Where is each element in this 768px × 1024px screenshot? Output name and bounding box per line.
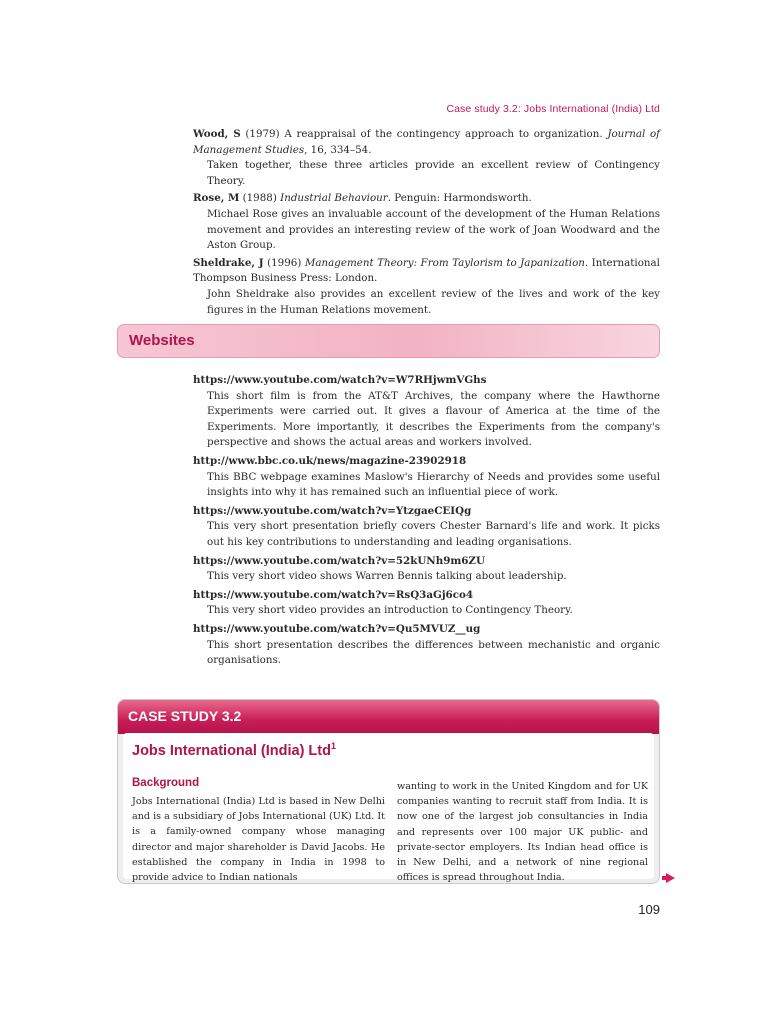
reference-note: John Sheldrake also provides an excellent review of the lives and work of the key figures in the Human Relations movement. xyxy=(207,287,660,316)
website-item xyxy=(193,622,660,669)
case-study-box xyxy=(117,699,660,884)
reference-item xyxy=(193,127,660,189)
website-item xyxy=(193,373,660,451)
website-description: This very short presentation briefly covers Chester Barnard's life and work. It picks out his key contributions to understanding and leading organisations. xyxy=(207,520,660,548)
running-head: Case study 3.2: Jobs International (India) Ltd xyxy=(446,103,660,115)
background-heading: Background xyxy=(132,777,200,789)
reference-year: (1979) xyxy=(240,128,285,140)
reference-year: (1988) xyxy=(239,192,281,205)
website-url[interactable]: https://www.youtube.com/watch?v=W7RHjwmVGhs xyxy=(193,374,487,386)
website-description: This very short video shows Warren Bennis talking about leadership. xyxy=(207,570,567,583)
case-study-column-right: wanting to work in the United Kingdom and for UK companies wanting to recruit staff from India. It is now one of the largest job consultancies in India and represents over 100 major UK public- and private-sector employers. Its Indian head office is in New Delhi, and a network of nine regional offices is spread throughout India. xyxy=(397,781,648,884)
reference-note: Taken together, these three articles provide an excellent review of Contingency Theory. xyxy=(207,159,660,187)
website-url[interactable]: https://www.youtube.com/watch?v=YtzgaeCEIQg xyxy=(193,504,472,517)
page-number: 109 xyxy=(638,902,660,917)
reference-note: Michael Rose gives an invaluable account of the development of the Human Relations movement and provides an interesting review of the work of Joan Woodward and the Aston Group. xyxy=(207,207,660,252)
continue-arrow-icon xyxy=(666,873,675,883)
website-item xyxy=(193,454,660,501)
reference-item xyxy=(193,256,660,318)
websites-heading: Websites xyxy=(129,332,195,349)
reference-citation xyxy=(193,191,660,207)
website-item xyxy=(193,554,660,585)
reference-publisher: . Penguin: Harmondsworth. xyxy=(387,192,532,205)
reference-author: Sheldrake, J xyxy=(193,256,264,269)
website-description: This short film is from the AT&T Archives, the company where the Hawthorne Experiments were carried out. It gives a flavour of America at the time of the Experiments. More importantly, it describes the Experiments from the company's perspective and shows the actual areas and workers involved. xyxy=(207,389,660,449)
website-url[interactable]: http://www.bbc.co.uk/news/magazine-23902918 xyxy=(193,454,467,467)
website-item xyxy=(193,588,660,619)
reference-title: A reappraisal of the contingency approach to organization. xyxy=(284,128,608,140)
case-study-column-left: Jobs International (India) Ltd is based in New Delhi and is a subsidiary of Jobs International (UK) Ltd. It is a family-owned company whose managing director and major shareholder is David Jacobs. He established the company in India in 1998 to provide advice to Indian nationals xyxy=(132,796,385,884)
reference-author: Wood, S xyxy=(193,128,241,140)
websites-list xyxy=(193,373,660,672)
case-study-label: CASE STUDY 3.2 xyxy=(128,708,242,724)
reference-book: Management Theory: From Taylorism to Japanization xyxy=(304,256,585,269)
reference-publisher: . International Thompson Business Press: London. xyxy=(193,256,660,285)
reference-item xyxy=(193,191,660,253)
case-study-title xyxy=(132,741,336,759)
website-description: This short presentation describes the differences between mechanistic and organic organisations. xyxy=(207,638,660,667)
website-description: This very short video provides an introduction to Contingency Theory. xyxy=(207,604,573,617)
case-study-title-text: Jobs International (India) Ltd xyxy=(132,742,331,759)
case-study-content xyxy=(123,733,654,884)
websites-heading-bar xyxy=(117,324,660,358)
reference-year: (1996) xyxy=(263,256,305,269)
reference-book: Industrial Behaviour xyxy=(280,192,388,205)
reference-author: Rose, M xyxy=(193,192,240,205)
reference-list xyxy=(193,127,660,320)
reference-citation xyxy=(193,127,660,158)
case-study-band xyxy=(118,700,659,734)
website-item xyxy=(193,504,660,551)
reference-journal: Journal of Management Studies xyxy=(193,128,660,156)
reference-citation xyxy=(193,256,660,287)
reference-details: , 16, 334–54. xyxy=(304,143,372,156)
website-url[interactable]: https://www.youtube.com/watch?v=Qu5MVUZ__ug xyxy=(193,622,481,635)
website-url[interactable]: https://www.youtube.com/watch?v=52kUNh9m6ZU xyxy=(193,554,485,567)
website-description: This BBC webpage examines Maslow's Hierarchy of Needs and provides some useful insights into why it has remained such an influential piece of work. xyxy=(207,470,660,499)
website-url[interactable]: https://www.youtube.com/watch?v=RsQ3aGj6co4 xyxy=(193,588,474,601)
footnote-marker: 1 xyxy=(330,741,336,751)
